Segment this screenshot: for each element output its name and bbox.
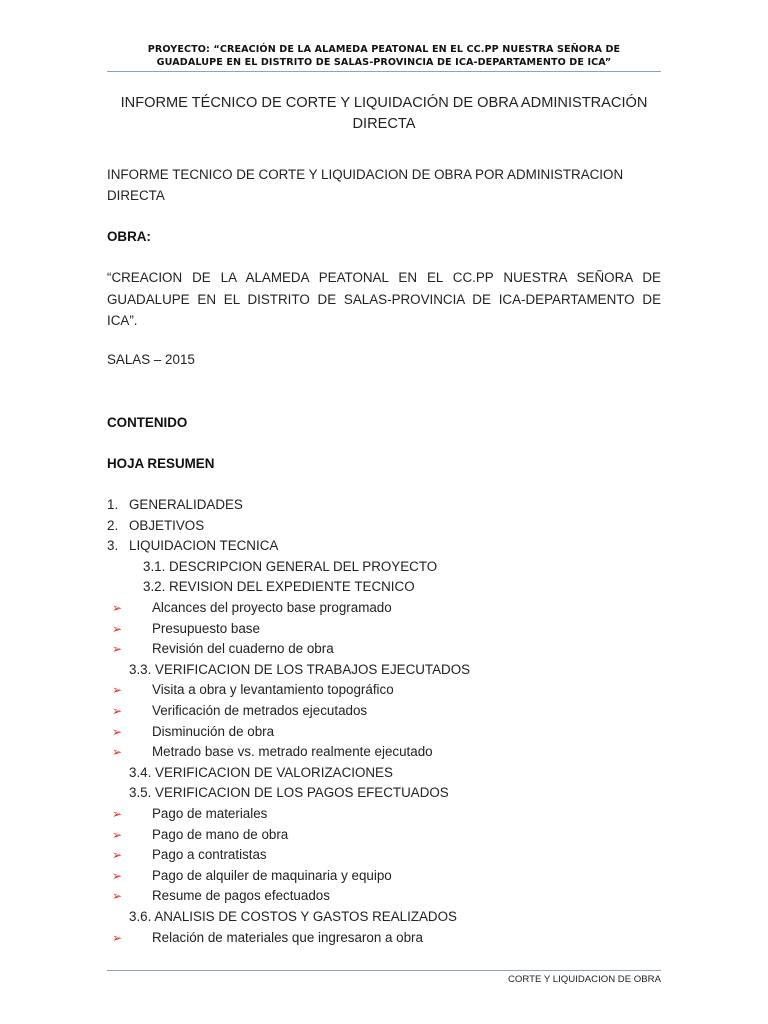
- toc-subitem-text: 3.3. VERIFICACION DE LOS TRABAJOS EJECUTADOS: [129, 661, 471, 677]
- page-footer: CORTE Y LIQUIDACION DE OBRA: [507, 974, 661, 985]
- subtitle-line-2: DIRECTA: [107, 188, 165, 203]
- arrow-bullet-icon: ➢: [112, 704, 123, 718]
- toc-subitem-text: 3.2. REVISION DEL EXPEDIENTE TECNICO: [143, 579, 415, 595]
- footer-rule: [107, 970, 661, 971]
- toc-item-text: OBJETIVOS: [129, 517, 205, 533]
- toc-bullet-text: Relación de materiales que ingresaron a obra: [152, 929, 423, 945]
- page-header: [107, 43, 661, 69]
- subtitle-line-1: INFORME TECNICO DE CORTE Y LIQUIDACION DE OBRA POR ADMINISTRACION: [107, 167, 624, 182]
- arrow-bullet-icon: ➢: [112, 889, 123, 904]
- toc-item-text: GENERALIDADES: [129, 497, 243, 512]
- title-line-2: DIRECTA: [352, 116, 416, 132]
- toc-item-number: 3.: [107, 538, 119, 554]
- arrow-bullet-icon: ➢: [112, 868, 123, 883]
- obra-description: “CREACION DE LA ALAMEDA PEATONAL EN EL CC.PP NUESTRA SEÑORA DE GUADALUPE EN EL DISTRITO DE SALAS-PROVINCIA DE ICA-DEPARTAMENTO DE ICA”.: [107, 270, 661, 328]
- toc-bullet-text: Alcances del proyecto base programado: [152, 600, 392, 615]
- toc-subitem-text: 3.1. DESCRIPCION GENERAL DEL PROYECTO: [143, 558, 438, 574]
- document-subtitle: [107, 164, 661, 206]
- header-line-1: PROYECTO: “CREACIÓN DE LA ALAMEDA PEATONAL EN EL CC.PP NUESTRA SEÑORA DE: [147, 44, 621, 55]
- place-date: SALAS – 2015: [107, 352, 195, 367]
- arrow-bullet-icon: ➢: [112, 745, 123, 760]
- arrow-bullet-icon: ➢: [112, 807, 123, 821]
- arrow-bullet-icon: ➢: [112, 930, 123, 945]
- toc-bullet-text: Pago de mano de obra: [152, 826, 289, 842]
- arrow-bullet-icon: ➢: [112, 724, 123, 739]
- toc-bullet-text: Pago de alquiler de maquinaria y equipo: [152, 867, 392, 883]
- toc-bullet-text: Metrado base vs. metrado realmente ejecutado: [152, 744, 433, 760]
- arrow-bullet-icon: ➢: [112, 827, 123, 842]
- toc-bullet-text: Verificación de metrados ejecutados: [152, 703, 368, 718]
- arrow-bullet-icon: ➢: [112, 601, 123, 615]
- toc-item-text: LIQUIDACION TECNICA: [129, 538, 279, 554]
- toc-subitem-text: 3.6. ANALISIS DE COSTOS Y GASTOS REALIZADOS: [129, 909, 457, 924]
- arrow-bullet-icon: ➢: [112, 848, 123, 863]
- toc-bullet-text: Visita a obra y levantamiento topográfico: [152, 682, 394, 698]
- header-rule: [107, 71, 661, 72]
- toc-bullet-text: Pago de materiales: [152, 806, 268, 821]
- toc-subitem-text: 3.4. VERIFICACION DE VALORIZACIONES: [129, 764, 393, 780]
- toc-bullet-text: Disminución de obra: [152, 723, 275, 739]
- toc-item-number: 1.: [107, 497, 119, 512]
- title-line-1: INFORME TÉCNICO DE CORTE Y LIQUIDACIÓN DE OBRA ADMINISTRACIÓN: [120, 95, 648, 111]
- toc-bullet-text: Pago a contratistas: [152, 847, 267, 863]
- toc-bullet-text: Revisión del cuaderno de obra: [152, 641, 334, 657]
- contenido-heading: CONTENIDO: [107, 415, 188, 430]
- document-title: [107, 93, 661, 135]
- toc-subitem-text: 3.5. VERIFICACION DE LOS PAGOS EFECTUADOS: [129, 785, 449, 801]
- hoja-resumen-heading: HOJA RESUMEN: [107, 456, 215, 471]
- obra-label: OBRA:: [107, 229, 151, 244]
- arrow-bullet-icon: ➢: [112, 621, 123, 636]
- arrow-bullet-icon: ➢: [112, 683, 123, 698]
- header-line-2: GUADALUPE EN EL DISTRITO DE SALAS-PROVINCIA DE ICA-DEPARTAMENTO DE ICA”: [156, 57, 612, 68]
- toc-item-number: 2.: [107, 517, 119, 533]
- arrow-bullet-icon: ➢: [112, 642, 123, 657]
- toc-bullet-text: Presupuesto base: [152, 620, 260, 636]
- toc-bullet-text: Resume de pagos efectuados: [152, 888, 330, 904]
